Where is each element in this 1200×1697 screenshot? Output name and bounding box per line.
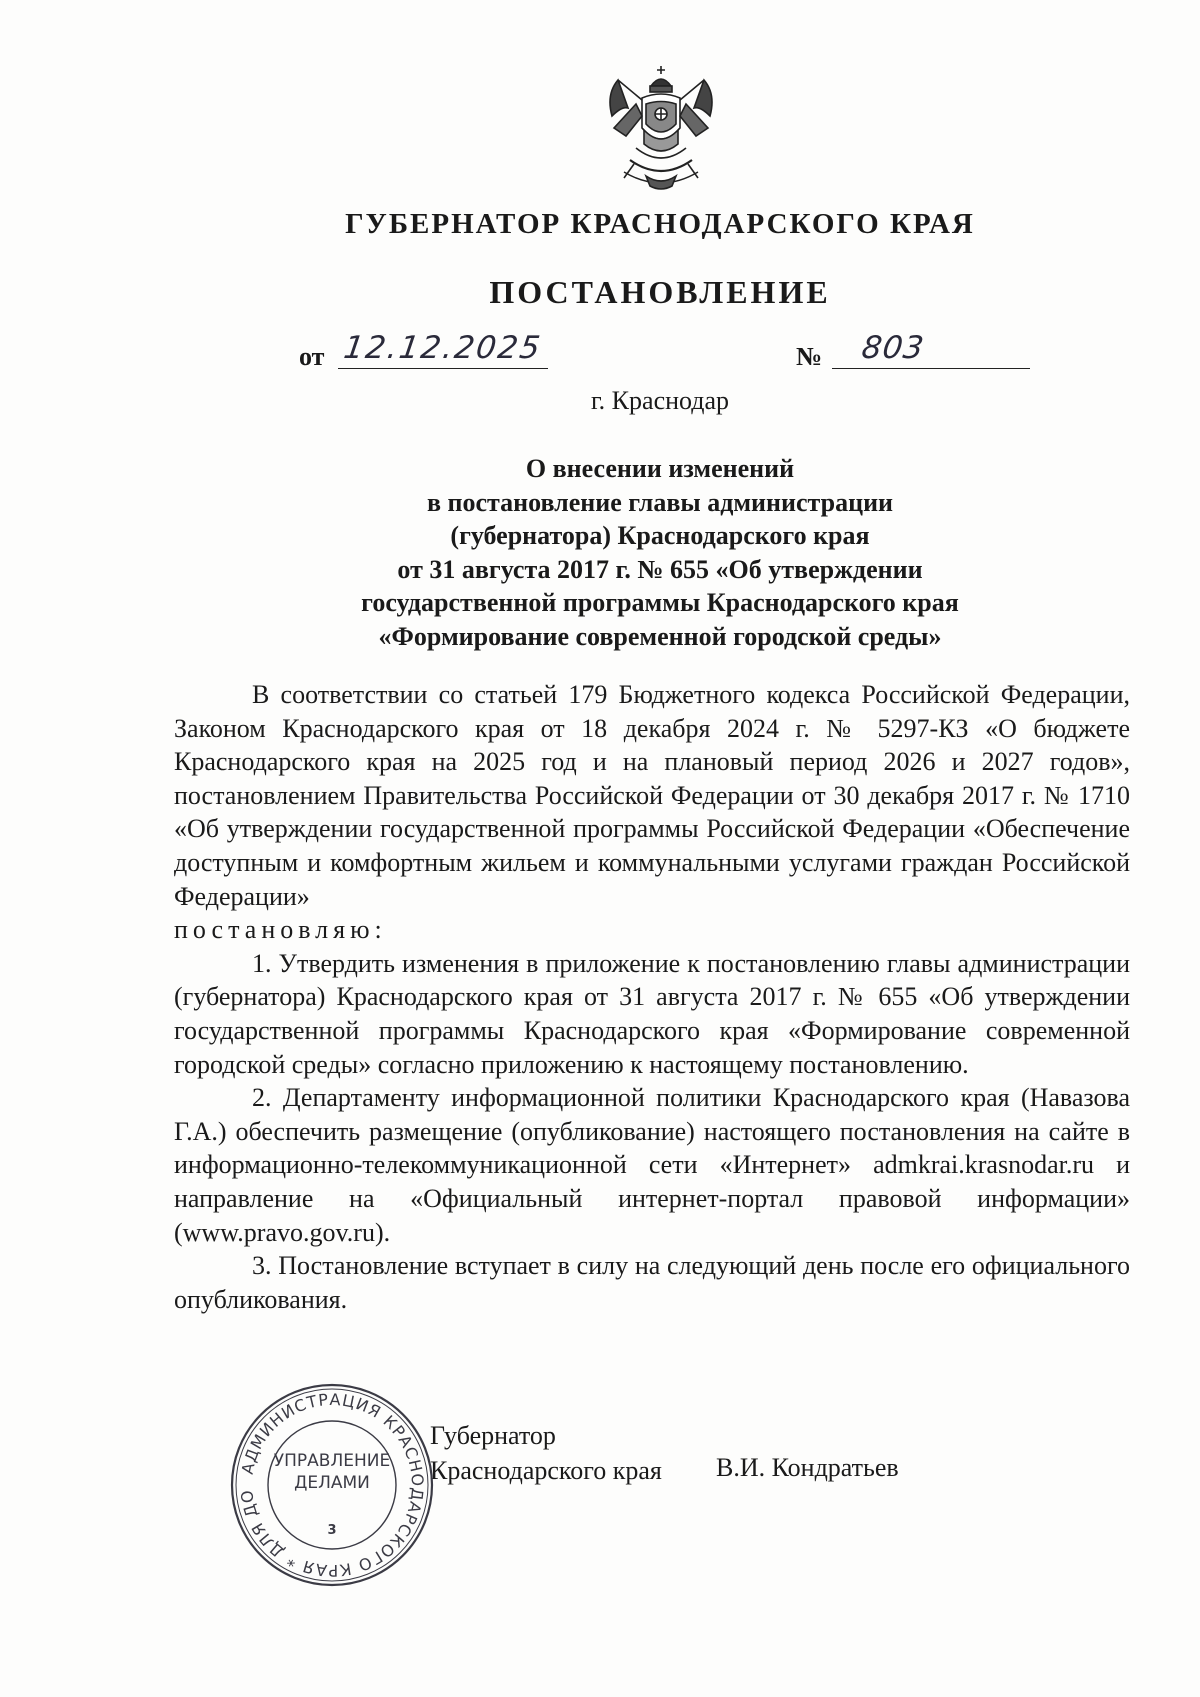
title-line: в постановление главы администрации <box>426 487 894 517</box>
handwritten-number: 803 <box>859 330 927 366</box>
stamp-number: 3 <box>327 1523 337 1538</box>
krasnodar-coat-of-arms-icon <box>606 64 716 196</box>
document-type-heading: ПОСТАНОВЛЕНИЕ <box>489 274 831 310</box>
coat-of-arms-emblem <box>606 64 716 196</box>
title-line: государственной программы Краснодарского края <box>361 588 959 618</box>
signatory-name: В.И. Кондратьев <box>716 1453 899 1482</box>
number-label: № <box>796 342 823 371</box>
preamble-paragraph: В соответствии со статьей 179 Бюджетного кодекса Российской Федерации, Законом Краснодарского края от 18 декабря 2024 г. № 5297-КЗ «О бюджете Краснодарского края на 2025 год и на плановый период 2026 и 2027 годов», постановлением Правительства Российской Федерации от 30 декабря 2017 г. № 1710 «Об утверждении государственной программы Российской Федерации «Обеспечение доступным и комфортным жильем и коммунальными услугами граждан Российской Федерации» <box>174 680 1130 911</box>
resolve-word: постановляю: <box>174 915 387 945</box>
stamp-inner-text: УПРАВЛЕНИЕ ДЕЛАМИ <box>273 1451 391 1493</box>
title-line: (губернатора) Краснодарского края <box>450 521 870 551</box>
item-paragraph: 2. Департаменту информационной политики Краснодарского края (Навазова Г.А.) обеспечить размещение (опубликование) настоящего постановления на сайте в информационно-телекоммуникационной сети «Интернет» admkrai.krasnodar.ru и направление на «Официальный интернет-портал правовой информации» (www.pravo.gov.ru). <box>174 1083 1130 1247</box>
city-line: г. Краснодар <box>590 386 730 415</box>
title-line: от 31 августа 2017 г. № 655 «Об утверждении <box>397 554 923 584</box>
item-paragraph: 3. Постановление вступает в силу на следующий день после его официального опубликования. <box>174 1251 1130 1314</box>
date-label: от <box>299 342 325 371</box>
stamp-outer-text: АДМИНИСТРАЦИЯ КРАСНОДАРСКОГО КРАЯ * ДЛЯ ДО <box>236 1389 428 1581</box>
item-paragraph: 1. Утвердить изменения в приложение к постановлению главы администрации (губернатора) Краснодарского края от 31 августа 2017 г. № 655 «Об утверждении государственной программы Краснодарского края «Формирование современной городской среды» согласно приложению к настоящему постановлению. <box>174 948 1130 1079</box>
handwritten-date: 12.12.2025 <box>341 330 545 366</box>
date-underline <box>338 368 548 369</box>
document-body <box>174 678 1130 1316</box>
title-line: «Формирование современной городской среды» <box>378 621 942 651</box>
title-line: О внесении изменений <box>525 454 795 483</box>
signatory-position: Губернатор Краснодарского края <box>430 1421 662 1485</box>
number-underline <box>832 368 1030 369</box>
official-stamp <box>227 1380 437 1590</box>
organization-heading: ГУБЕРНАТОР КРАСНОДАРСКОГО КРАЯ <box>345 208 975 240</box>
document-title <box>250 452 1070 654</box>
